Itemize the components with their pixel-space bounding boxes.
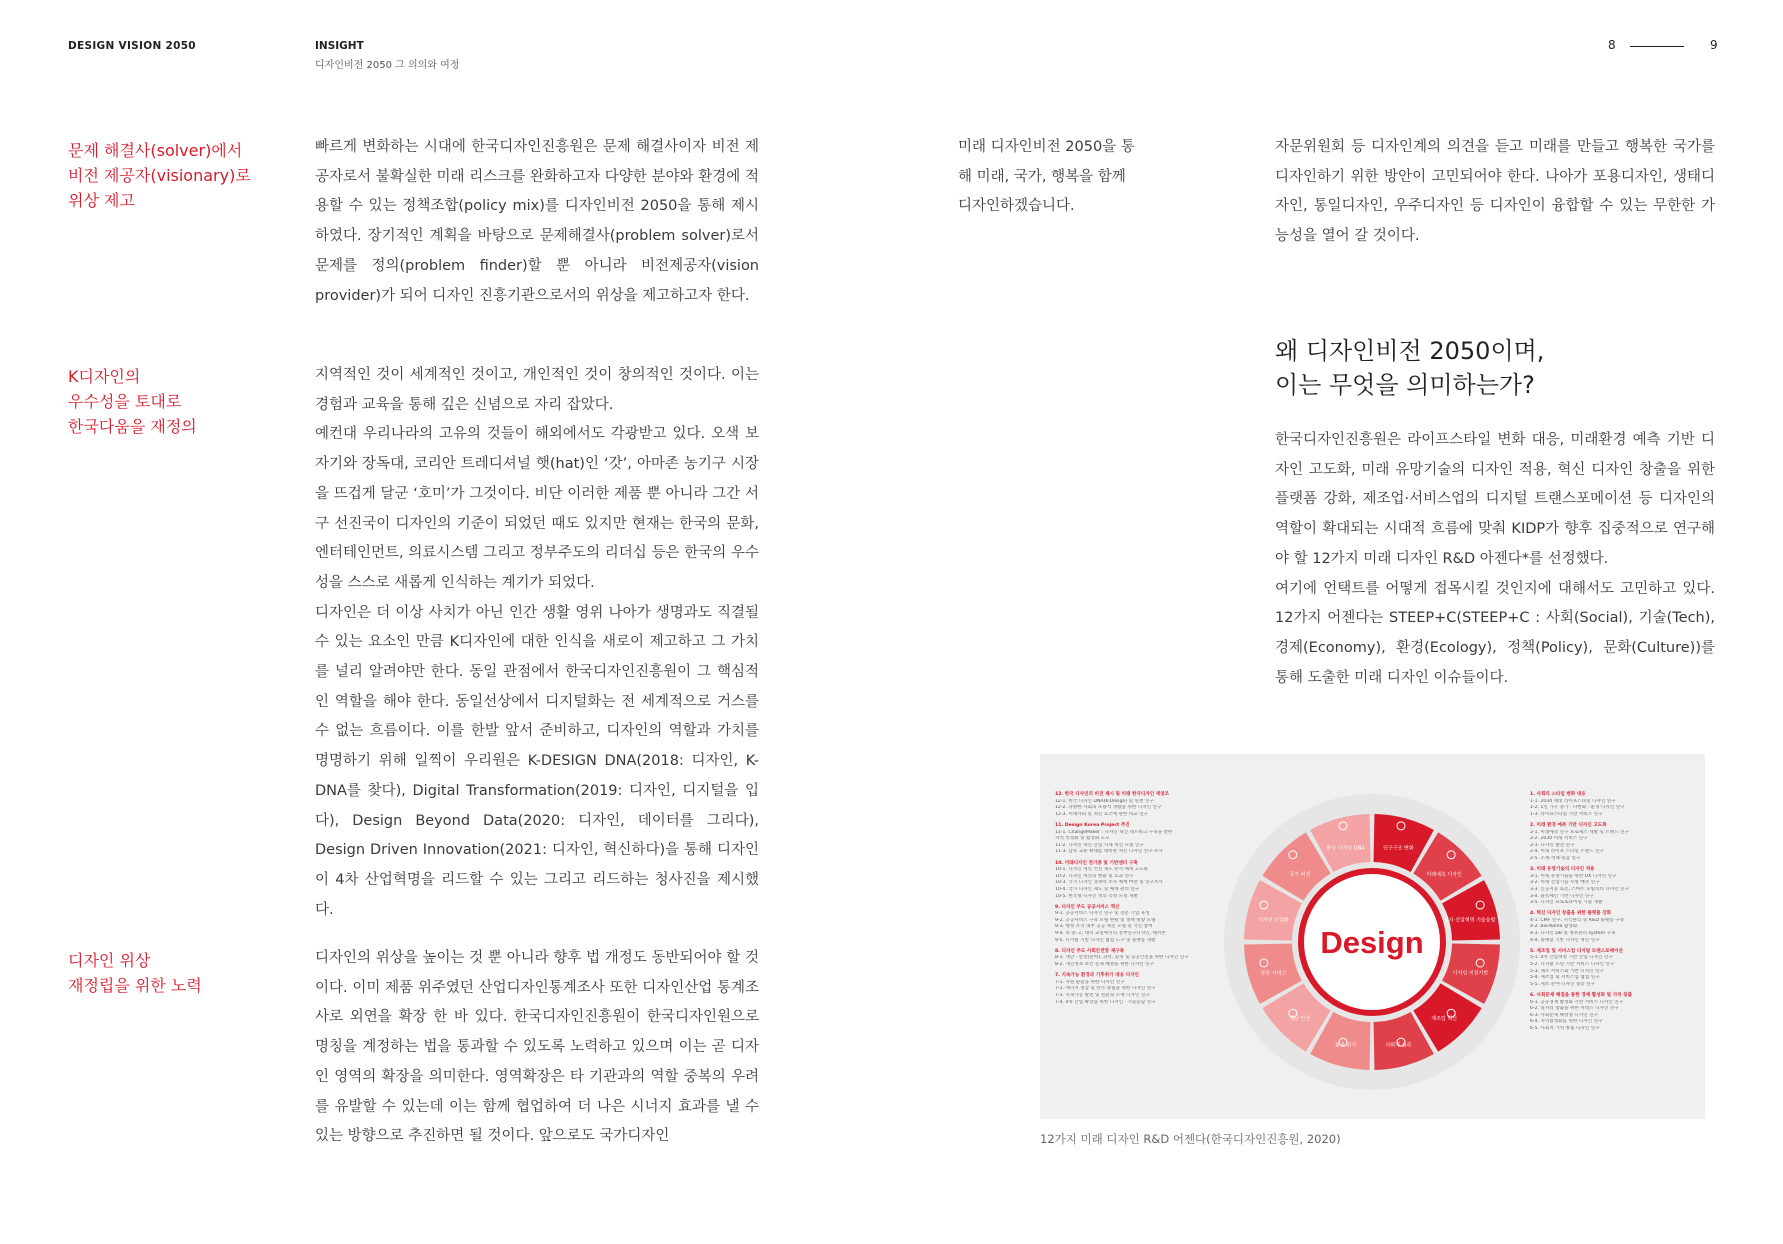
agenda-line: 7-3. 지속가능 발전 및 친환경 소재 디자인 연구 [1055,993,1150,998]
agenda-line: 4-3. 디자인 DB 및 정보관리 system 구축 [1530,931,1616,937]
body-block-why-vision-2050 [1275,426,1715,693]
page-number-divider [1630,46,1684,47]
agenda-title: 12. 한국 디자인의 비전 제시 및 미래 한국디자인 재창조 [1055,792,1170,797]
agenda-line: 12-3. 미래사회 및 혁신 요소에 관한 비교 연구 [1055,811,1149,817]
agenda-line: 9-5. 디지털 기반 디자인 협업 도구 및 플랫폼 개발 [1055,937,1156,943]
agenda-line: 1-2. 1인 가구 증가 · 다변화 · 환경 디자인 연구 [1530,805,1625,811]
agenda-line: 7-4. 4차 산업 확장을 위한 디자인 · 기술융합 연구 [1055,999,1156,1005]
body-paragraph: 디자인은 더 이상 사치가 아닌 인간 생활 영위 나아가 생명과도 직결될 수 있는 요소인 만큼 K디자인에 대한 인식을 새로이 제고하고 그 가치를 널리 알려야만 한다. 동일 관점에서 한국디자인진흥원이 그 핵심적인 역할을 해야 한다. 동일선상에서 디지털화는 전 세계적으로 거스를 수 없는 흐름이다. 이를 한발 앞서 준비하고, 디자인의 역할과 가치를 명명하기 위해 일찍이 우리원은 K-DESIGN DNA(2018: 디자인, K-DNA를 찾다), Digital Transformation(2019: 디자인, 디지털을 입다), Design Beyond Data(2020: 디자인, 데이터를 그리다), Design Driven Innovation(2021: 디자인, 혁신하다)을 통해 디자인이 4차 산업혁명을 리드할 수 있는 그리고 리드하는 청사진을 제시했다. [315,604,759,918]
agenda-line: 5-5. 제조 분야 디자인 실증 연구 [1530,981,1596,987]
agenda-line: 3-3. 인공지능 로봇, 스마트 모빌리티 디자인 연구 [1530,886,1630,892]
side-heading-design-status [68,948,278,998]
agenda-line: 6-4. 지역활성화를 위한 디자인 연구 [1530,1019,1603,1025]
agenda-line: 5-4. 제조업 및 서비스업 협업 연구 [1530,975,1600,981]
agenda-line: 지역 특성화 및 활성화 도모 [1055,836,1110,842]
body-paragraph: 예컨대 우리나라의 고유의 것들이 해외에서도 각광받고 있다. 오색 보자기와 장독대, 코리안 트레디셔널 햇(hat)인 ‘갓’, 아마존 농기구 시장을 뜨겁게 달군 ‘호미’가 그것이다. 비단 이러한 제품 뿐 아니라 그간 서구 선진국이 디자인의 기준이 되었던 때도 있지만 현재는 한국의 문화, 엔터테인먼트, 의료시스템 그리고 정부주도의 리더십 등은 한국의 우수성을 스스로 새롭게 인식하는 계기가 되었다. [315,426,759,591]
wheel-segment-label: 4차 산업혁명 기술융합 [1445,917,1496,924]
agenda-title: 6. 사회문제 해결을 통한 경제 활성화 및 가치 창출 [1530,993,1633,998]
agenda-title: 11. Design Korea Project 추진 [1055,822,1130,828]
agenda-line: 2-1. 미래예측 연구 프로세스 개발 및 트렌드 연구 [1530,829,1630,835]
wheel-center-label: Design [1320,925,1424,960]
agenda-title: 3. 미래 유망기술의 디자인 적용 [1530,867,1595,873]
agenda-title: 10. 미래디자인 전기중 및 기반센터 구축 [1055,860,1138,866]
agenda-line: 11-2. 디자인 혁신 산업 시제 혁신 모델 연구 [1055,842,1144,848]
agenda-line: 10-1. 디자인 혁신 선진 제도 분석 체계 고도화 [1055,867,1149,873]
wheel-segment-label: 제조업 혁신 [1431,1016,1457,1023]
agenda-title: 7. 지속가능 환경과 기후위기 대응 디자인 [1055,973,1139,979]
agenda-line: 9-3. 행정 조직 내부 공공 혁신 모델 및 국민 참여 [1055,924,1153,930]
agenda-line: 5-3. 제조 서비스화 기반 디자인 연구 [1530,968,1604,974]
body-paragraph: 디자인의 위상을 높이는 것 뿐 아니라 향후 법 개정도 동반되어야 할 것이다. 이미 제품 위주였던 산업디자인통계조사 또한 디자인산업 통계조사로 외연을 확장 한 바 있다. 한국디자인진흥원이 한국디자인원으로 명칭을 계정하는 법을 통과할 수 있도록 노력하고 있으며 이는 곧 디자인 영역의 확장을 의미한다. 영역확장은 타 기관과의 역할 중복의 우려를 유발할 수 있는데 이는 함께 협업하여 더 나은 시너지 효과를 낼 수 있는 방향으로 추진하면 될 것이다. 앞으로도 국가디자인 [315,950,759,1145]
body-block-k-design [315,361,759,925]
side-heading-line: 디자인 위상 [68,951,151,970]
side-heading-line: 한국다움을 재정의 [68,417,197,436]
agenda-title: 5. 제조업 및 서비스업 디지털 트랜스포메이션 [1530,948,1623,954]
agenda-line: 5-2. 디지털 트윈 기반 서비스 디자인 연구 [1530,962,1615,968]
agenda-line: 3-5. 디자인 프로토타이핑 기술 개발 [1530,900,1603,906]
side-heading-line: 문제 해결사(solver)에서 [68,141,243,160]
body-paragraph: 지역적인 것이 세계적인 것이고, 개인적인 것이 창의적인 것이다. 이는 경험과 교육을 통해 깊은 신념으로 자리 잡았다. [315,367,759,413]
agenda-line: 8-1. 재난 · 안전(분야), 과학, 환경 및 공공안전을 위한 디자인 연구 [1055,955,1189,961]
wheel-segment-label: 디자인 산업화 [1258,917,1289,924]
side-heading-line: 재정립을 위한 노력 [68,976,202,995]
wheel-segment-label: 미래예측 디자인 [1426,871,1462,878]
agenda-title: 4. 혁신 디자인 창출을 위한 플랫폼 강화 [1530,911,1612,917]
wheel-segment-label: 재난·안전 [1289,1016,1311,1023]
page-number-left: 8 [1608,38,1616,52]
wheel-segment-label: 공공 서비스 [1260,970,1287,977]
wheel-segment-label: 디자인 지원기반 [1452,970,1489,977]
agenda-line: 2-5. 소재·색채·질감 연구 [1530,855,1581,861]
agenda-line: 3-4. 블록체인 기반 디자인 연구 [1530,893,1594,899]
body-block-continuation [1275,133,1715,252]
agenda-line: 1-1. 2034 세대 라이프스타일 디자인 연구 [1530,798,1616,804]
agenda-line: 4-2. Bio-Korea 활성화 [1530,924,1578,930]
agenda-line: 2-4. 미래 라이프 스타일 트렌드 연구 [1530,849,1604,855]
agenda-line: 6-2. 일자리 창출을 위한 서비스 디자인 연구 [1530,1006,1619,1012]
wheel-segment-label: 사회적 성과 [1385,1042,1412,1049]
agenda-line: 3-1. 미래 유망기술을 위한 UX 디자인 연구 [1530,873,1617,879]
wheel-segment-label: 인구구조 변화 [1383,845,1414,852]
agenda-line: 11-1. ChangeMaker : 디자인 혁신 네트워크 구축을 통한 [1055,829,1173,835]
agenda-line: 4-4. 플랫폼 기반 디자인 혁신 연구 [1530,937,1600,943]
wheel-segment-label: 국가 비전 [1289,871,1311,878]
agenda-line: 2-2. 2030 미래 서비스 연구 [1530,836,1588,842]
agenda-line: 8-2. 개인정보 보안 문제 해결을 위한 디자인 연구 [1055,962,1155,968]
agenda-title: 9. 디자인 주도 공공서비스 혁신 [1055,904,1120,910]
wheel-segment-label: 환경 위기 [1335,1042,1357,1049]
side-heading-k-design [68,364,278,439]
agenda-line: 7-1. 자원 순환을 위한 디자인 연구 [1055,979,1125,985]
body-block-solver-to-visionary [315,133,759,311]
side-heading-line: K디자인의 [68,367,141,386]
agenda-line: 9-4. 초·중·고, 대학 교실에서의 정부연구디자인, 해커톤 [1055,931,1166,937]
agenda-line: 4-1. CMF 연구, 지식관리 및 R&D 플랫폼 구축 [1530,917,1625,923]
body-paragraph: 한국디자인진흥원은 라이프스타일 변화 대응, 미래환경 예측 기반 디자인 고도화, 미래 유망기술의 디자인 적용, 혁신 디자인 창출을 위한 플랫폼 강화, 제조업·서비스업의 디지털 트랜스포메이션 등 디자인의 역할이 확대되는 시대적 흐름에 맞춰 KIDP가 향후 집중적으로 연구해야 할 12가지 미래 디자인 R&D 아젠다*를 선정했다. [1275,432,1715,567]
wheel-segment-label: 한국 디자인 DNA [1326,845,1365,852]
agenda-line: 11-3. 남북 교류 확대를 대비한 혁신 디자인 연구·조사 [1055,849,1163,855]
agenda-title: 8. 디자인 주도 사회안전망 재구축 [1055,948,1125,954]
running-brand: DESIGN VISION 2050 [68,40,196,52]
agenda-line: 5-1. 4차 산업혁명 기반 산업 디자인 연구 [1530,955,1613,961]
agenda-line: 6-3. 사회문제 해결형 디자인 연구 [1530,1012,1599,1018]
agenda-line: 10-5. 한국형 디자인 정의 측정 모형 개발 [1055,893,1138,899]
agenda-line: 10-3. 국가 디자인 경쟁력 조사 체계 마련 및 연구조사 [1055,880,1163,886]
agenda-line: 10-2. 디자인 혁신의 변화 및 효과 연구 [1055,873,1134,879]
section-title-line: 이는 무엇을 의미하는가? [1275,371,1535,399]
agenda-line: 6-5. 사회적 가치 창출 디자인 연구 [1530,1025,1600,1031]
pull-quote: 미래 디자인비전 2050을 통해 미래, 국가, 행복을 함께 디자인하겠습니다. [958,139,1135,215]
agenda-line: 6-1. 공유경제 활성화 기반 서비스 디자인 연구 [1530,999,1624,1005]
agenda-line: 3-2. 미래 산업기술 수명 예측 연구 [1530,880,1600,886]
section-title-line: 왜 디자인비전 2050이며, [1275,337,1545,365]
agenda-title: 1. 사회의 스타일 변화 대응 [1530,792,1586,797]
agenda-figure [1040,754,1705,1119]
body-block-design-status [315,944,759,1152]
agenda-line: 1-3. 라이프스타일 기반 서비스 연구 [1530,811,1603,817]
side-heading-line: 위상 제고 [68,191,135,210]
agenda-title: 2. 미래 환경 예측 기반 디자인 고도화 [1530,822,1607,828]
agenda-line: 9-1. 공공서비스 디자인 연구 및 전문 기업 육성 [1055,911,1150,917]
agenda-wheel [1040,754,1705,1119]
body-paragraph: 여기에 언택트를 어떻게 접목시킬 것인지에 대해서도 고민하고 있다. 12가지 어젠다는 STEEP+C(STEEP+C : 사회(Social), 기술(Tech), 경제(Economy), 환경(Ecology), 정책(Policy), 문화(Culture))를 통해 도출한 미래 디자인 이슈들이다. [1275,580,1715,686]
running-section-title: INSIGHT [315,40,364,52]
agenda-line: 12-1. 한국 디자인 DNA(K-Design) 및 원천 연구 [1055,798,1154,804]
section-title [1275,334,1715,402]
agenda-line: 9-2. 공공서비스 구축 모델 현황 및 정책 방향 모델 [1055,917,1156,923]
running-section-subtitle: 디자인비전 2050 그 의의와 여정 [315,60,460,71]
side-heading-line: 우수성을 토대로 [68,392,182,411]
side-heading-line: 비전 제공자(visionary)로 [68,166,251,185]
body-paragraph: 빠르게 변화하는 시대에 한국디자인진흥원은 문제 해결사이자 비전 제공자로서 불확실한 미래 리스크를 완화하고자 다양한 분야와 환경에 적용할 수 있는 정책조합(policy mix)를 디자인비전 2050을 통해 제시하였다. 장기적인 계획을 바탕으로 문제해결사(problem solver)로서 문제를 정의(problem finder)할 뿐 아니라 비전제공자(vision provider)가 되어 디자인 진흥기관으로서의 위상을 제고하고자 한다. [315,139,759,304]
agenda-line: 7-2. 에너지 절감 및 탄소 중립을 위한 디자인 연구 [1055,986,1156,992]
body-paragraph: 자문위원회 등 디자인계의 의견을 듣고 미래를 만들고 행복한 국가를 디자인하기 위한 방안이 고민되어야 한다. 나아가 포용디자인, 생태디자인, 통일디자인, 우주디자인 등 디자인이 융합할 수 있는 무한한 가능성을 열어 갈 것이다. [1275,139,1715,245]
page-number-right: 9 [1710,38,1718,52]
agenda-line: 12-2. 다양한 사회의 포용적 생활을 위한 디자인 연구 [1055,805,1162,811]
figure-caption: 12가지 미래 디자인 R&D 어젠다(한국디자인진흥원, 2020) [1040,1132,1341,1146]
side-heading-solver-to-visionary [68,138,278,213]
agenda-line: 10-4. 국가 디자인 제도 및 체계 관리 연구 [1055,886,1140,892]
agenda-line: 2-3. 디자인 발전 연구 [1530,842,1575,848]
